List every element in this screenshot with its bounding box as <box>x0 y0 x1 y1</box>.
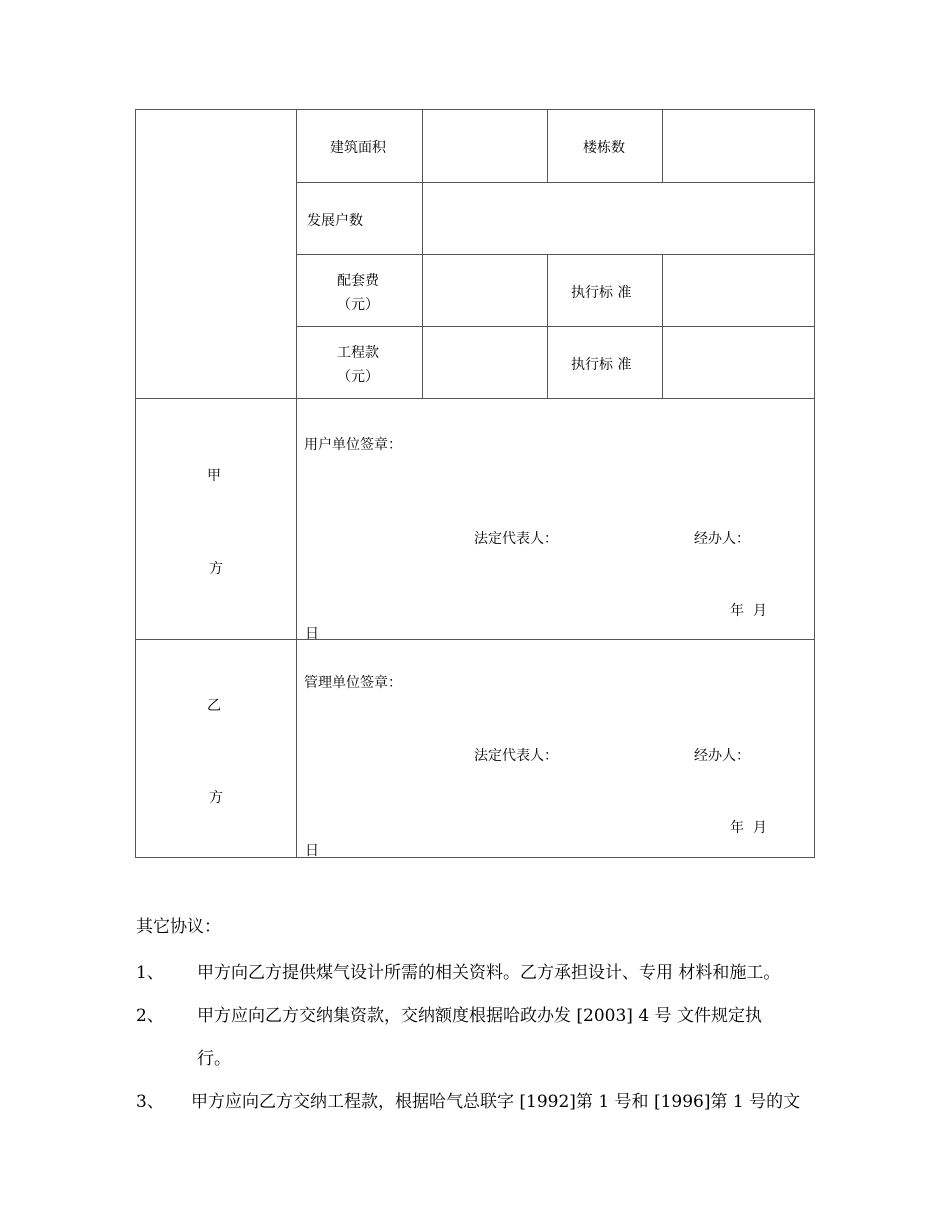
party-a-legal-rep-label: 法定代表人： <box>474 531 558 547</box>
agreement-2-num: 2、 <box>136 1006 164 1026</box>
row-line-4 <box>135 398 815 399</box>
table-border-right <box>814 109 815 858</box>
party-a-seal-label: 用户单位签章： <box>304 437 402 453</box>
col-line-a-low <box>422 254 423 398</box>
table-border-left <box>135 109 136 858</box>
row-line-1 <box>296 182 815 183</box>
table-border-top <box>135 109 815 110</box>
party-b-char1: 乙 <box>207 698 221 714</box>
project-label-line2: （元） <box>337 369 379 385</box>
party-b-seal-label: 管理单位签章： <box>304 675 402 691</box>
households-label: 发展户数 <box>307 213 363 229</box>
party-b-legal-rep-label: 法定代表人： <box>474 748 558 764</box>
fee-label-line2: （元） <box>337 297 379 313</box>
agreement-3-text: 甲方应向乙方交纳工程款，根据哈气总联字 [1992]第 1 号和 [1996]第 1 号的文 <box>191 1092 801 1112</box>
party-a-char1: 甲 <box>207 468 221 484</box>
party-b-date-d: 日 <box>305 843 319 859</box>
fee-standard-label: 执行标 准 <box>571 285 632 301</box>
col-line-c-low <box>662 254 663 398</box>
col-line-a-mid <box>422 182 423 254</box>
col-line-b-top <box>547 109 548 182</box>
party-b-agent-label: 经办人： <box>694 748 750 764</box>
row-line-5 <box>135 639 815 640</box>
party-a-date-d: 日 <box>305 626 319 642</box>
party-b-date-ym: 年 月 <box>730 820 767 836</box>
building-area-label: 建筑面积 <box>330 140 386 156</box>
building-count-label: 楼栋数 <box>583 140 625 156</box>
agreements-heading: 其它协议： <box>136 917 221 937</box>
row-line-2 <box>296 254 815 255</box>
project-label-line1: 工程款 <box>337 345 379 361</box>
agreement-3-num: 3、 <box>136 1092 164 1112</box>
fee-label-line1: 配套费 <box>337 273 379 289</box>
col-line-c-top <box>662 109 663 182</box>
agreement-2-text: 甲方应向乙方交纳集资款，交纳额度根据哈政办发 [2003] 4 号 文件规定执 <box>197 1006 762 1026</box>
row-line-3 <box>296 326 815 327</box>
col-line-a-top <box>422 109 423 182</box>
col-line-b-low <box>547 254 548 398</box>
party-a-agent-label: 经办人： <box>694 531 750 547</box>
party-a-date-ym: 年 月 <box>730 603 767 619</box>
table-border-bottom <box>135 857 815 858</box>
agreement-1-text: 甲方向乙方提供煤气设计所需的相关资料。乙方承担设计、专用 材料和施工。 <box>197 963 781 983</box>
agreement-1-num: 1、 <box>136 963 164 983</box>
party-b-char2: 方 <box>209 790 223 806</box>
table-col-divider <box>296 109 297 858</box>
party-a-char2: 方 <box>209 561 223 577</box>
agreement-2-cont: 行。 <box>197 1049 231 1069</box>
project-standard-label: 执行标 准 <box>571 357 632 373</box>
